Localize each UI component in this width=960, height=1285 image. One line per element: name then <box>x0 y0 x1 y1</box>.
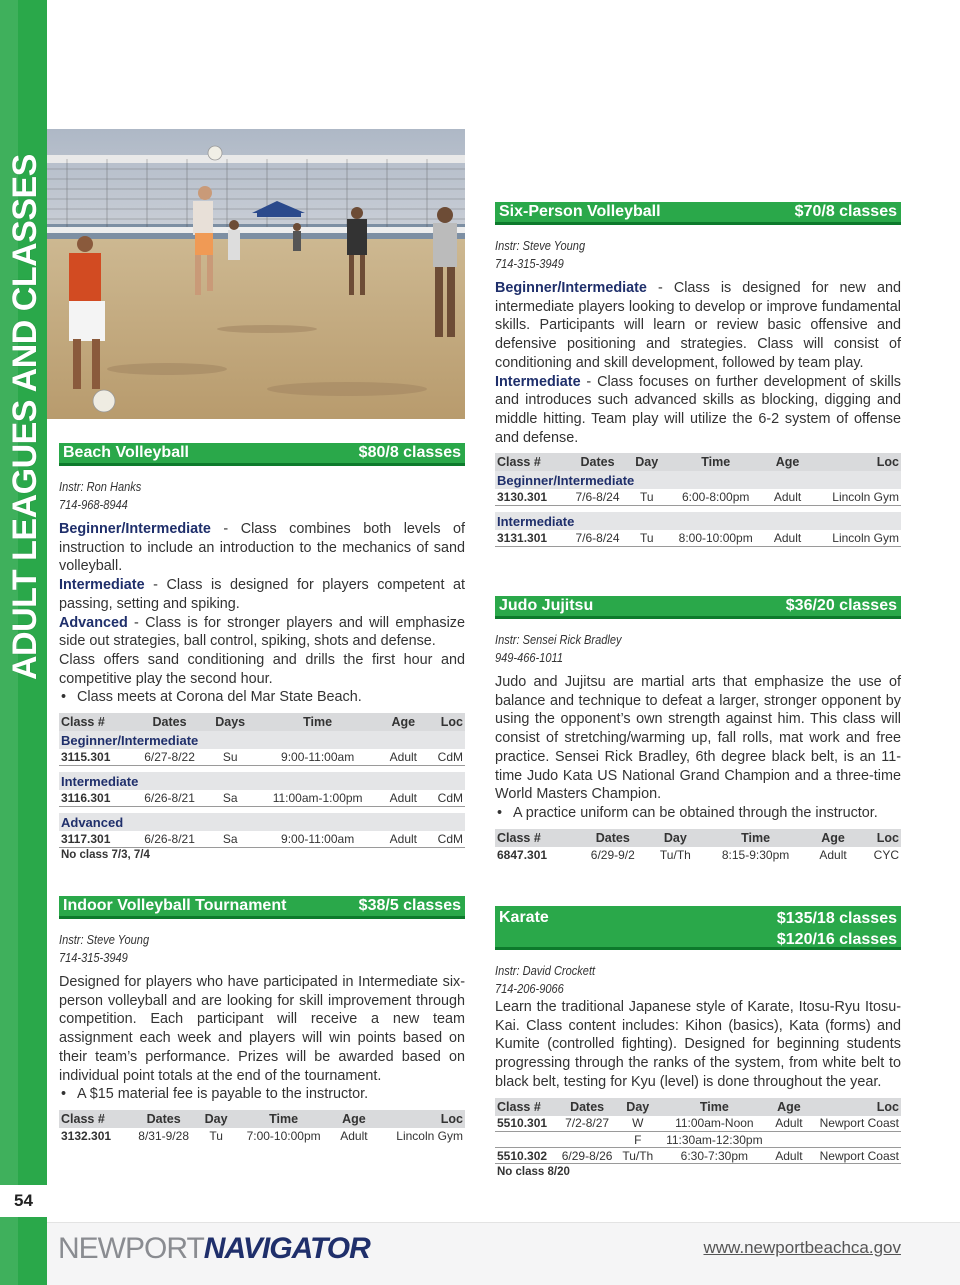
description-text: Class offers sand conditioning and drills the first hour and competitive play the second hour. <box>59 651 465 687</box>
cell <box>771 1132 806 1148</box>
judo-jujitsu-header <box>495 596 901 619</box>
cell: Newport Coast <box>807 1116 901 1132</box>
note-text: No class 7/3, 7/4 <box>61 849 150 862</box>
beach-volleyball-title: Beach Volleyball <box>63 444 189 461</box>
table-header <box>495 829 901 847</box>
col-dates: Dates <box>577 829 649 847</box>
cell: 6/27-8/22 <box>132 749 207 765</box>
col-time: Time <box>233 1110 333 1128</box>
section-title: ADULT LEAGUES AND CLASSES <box>6 154 44 680</box>
col-class: Class # <box>59 713 132 731</box>
beach-volleyball-header <box>59 443 465 466</box>
col-age: Age <box>771 1098 806 1116</box>
cell: Adult <box>819 847 847 862</box>
indoor-volleyball-section <box>59 896 465 1144</box>
judo-jujitsu-section <box>495 596 901 863</box>
instructor-name: Instr: David Crockett <box>495 963 596 978</box>
cell: CdM <box>425 790 465 806</box>
cell: 3131.301 <box>495 530 566 546</box>
level-label: Beginner/Intermediate <box>495 280 647 296</box>
cell: Lincoln Gym <box>808 530 901 546</box>
instructor-info <box>495 962 840 998</box>
table-note <box>495 1164 901 1180</box>
karate-price-16: $120/16 classes <box>776 931 897 948</box>
cell: CdM <box>425 831 465 847</box>
description <box>59 520 465 688</box>
level-label: Intermediate <box>495 373 581 390</box>
col-time: Time <box>702 829 810 847</box>
cell: 7/6-8/24 <box>566 489 629 505</box>
description: Learn the traditional Japanese style of Karate, Itosu-Ryu Itosu-Kai. Class content includes: Kihon (basics), Kata (forms) and Kumite (controlled fighting). Designed for beginning students progressing through the ranks of the system, from white belt to black belt, testing for Kyu (level) is done throughout the year. <box>495 999 901 1090</box>
cell: Tu <box>629 489 664 505</box>
judo-jujitsu-price: $36/20 classes <box>785 597 897 614</box>
table-row <box>495 530 901 546</box>
indoor-volleyball-header <box>59 896 465 919</box>
note-text: No class 8/20 <box>497 1165 570 1178</box>
schedule-table <box>495 453 901 547</box>
website-link[interactable]: www.newportbeachca.gov <box>703 1238 901 1257</box>
table-header <box>59 713 465 731</box>
cell: CdM <box>425 749 465 765</box>
cell: 6/29-9/2 <box>590 847 635 862</box>
instructor-info <box>59 931 404 967</box>
cell: 3132.301 <box>61 1128 112 1143</box>
group-label <box>59 772 465 790</box>
judo-jujitsu-title: Judo Jujitsu <box>499 597 594 614</box>
group-label <box>59 813 465 831</box>
cell: Adult <box>767 489 808 505</box>
cell: 6847.301 <box>497 847 548 862</box>
col-age: Age <box>767 453 808 471</box>
table-row <box>59 831 465 847</box>
group-label-text: Beginner/Intermediate <box>495 471 901 489</box>
col-day: Day <box>618 1098 657 1116</box>
schedule-table <box>495 829 901 863</box>
cell: CYC <box>873 847 899 862</box>
col-dates: Dates <box>566 453 629 471</box>
col-dates: Dates <box>132 713 207 731</box>
cell: Tu/Th <box>618 1148 657 1164</box>
cell <box>807 1132 901 1148</box>
instructor-info <box>495 237 840 273</box>
group-label-text: Beginner/Intermediate <box>59 731 465 749</box>
cell: Lincoln Gym <box>808 489 901 505</box>
table-header <box>59 1110 465 1128</box>
cell: 6:30-7:30pm <box>658 1148 772 1164</box>
cell: Tu/Th <box>659 847 691 862</box>
schedule-table <box>59 1110 465 1144</box>
indoor-volleyball-title: Indoor Volleyball Tournament <box>63 897 287 914</box>
col-day: Day <box>649 829 702 847</box>
col-days: Days <box>207 713 253 731</box>
col-day: Day <box>199 1110 234 1128</box>
description <box>495 279 901 447</box>
col-loc: Loc <box>807 1098 901 1116</box>
cell: 8/31-9/28 <box>138 1128 189 1143</box>
cell: 8:00-10:00pm <box>664 530 767 546</box>
group-label-text: Advanced <box>59 813 465 831</box>
col-loc: Loc <box>857 829 901 847</box>
cell: 6:00-8:00pm <box>664 489 767 505</box>
cell: 11:00am-1:00pm <box>253 790 381 806</box>
cell <box>495 1132 556 1148</box>
col-dates: Dates <box>128 1110 198 1128</box>
level-text: - Class is designed for players competent at passing, setting and spiking. <box>59 577 465 612</box>
instructor-name: Instr: Sensei Rick Bradley <box>495 632 622 647</box>
level-label: Intermediate <box>59 577 145 594</box>
level-text: - Class is for stronger players and will emphasize side out strategies, ball control, spiking, shots and defense. <box>59 614 465 650</box>
table-header <box>495 453 901 471</box>
photo-illustration <box>47 129 465 419</box>
cell: 9:00-11:00am <box>253 831 381 847</box>
table-row <box>59 790 465 806</box>
cell: 6/29-8/26 <box>556 1148 618 1164</box>
group-label-text: Intermediate <box>495 512 901 530</box>
cell: Adult <box>771 1148 806 1164</box>
page-number: 54 <box>0 1185 47 1217</box>
cell: 8:15-9:30pm <box>721 847 790 862</box>
cell: 3116.301 <box>59 790 132 806</box>
level-label: Beginner/Intermediate <box>59 521 211 537</box>
col-day: Day <box>629 453 664 471</box>
level-text: - Class combines both levels of instruction to include an introduction to the mechanics of sand volleyball. <box>59 521 465 575</box>
cell: 3130.301 <box>495 489 566 505</box>
cell: Adult <box>340 1128 368 1143</box>
cell: 11:30am-12:30pm <box>658 1132 772 1148</box>
instructor-info <box>495 631 840 667</box>
instructor-phone: 949-466-1011 <box>495 650 563 665</box>
group-label <box>59 731 465 749</box>
col-age: Age <box>334 1110 374 1128</box>
col-time: Time <box>253 713 381 731</box>
newport-navigator-logo <box>58 1232 370 1266</box>
table-row <box>495 847 901 863</box>
table-row <box>59 749 465 765</box>
brand-navigator: NAVIGATOR <box>203 1232 370 1265</box>
sidebar <box>0 0 47 1285</box>
brand-newport: NEWPORT <box>58 1232 204 1265</box>
bullet-note: • Class meets at Corona del Mar State Beach. <box>59 688 465 707</box>
col-class: Class # <box>59 1110 128 1128</box>
level-text: - Class is designed for new and intermediate players looking to develop or improve fundamental skills. Participants will learn or review basic offensive and defensive positioning and strategies. Class will consist of conditioning and skill development, followed by team play. <box>495 280 901 371</box>
table-row <box>495 489 901 505</box>
cell: 7/2-8/27 <box>556 1116 618 1132</box>
karate-header <box>495 906 901 950</box>
instructor-phone: 714-206-9066 <box>495 981 564 996</box>
cell: 6/26-8/21 <box>132 831 207 847</box>
col-class: Class # <box>495 453 566 471</box>
description: Designed for players who have participated in Intermediate six-person volleyball and are looking for skill improvement through competition. Each participant will receive a new team assignment each week and players will win points based on their team’s performance. Prizes will be awarded based on individual point totals at the end of the tournament. <box>59 974 465 1084</box>
cell: 7/6-8/24 <box>566 530 629 546</box>
col-loc: Loc <box>808 453 901 471</box>
group-label <box>495 512 901 530</box>
col-age: Age <box>809 829 856 847</box>
col-class: Class # <box>495 829 577 847</box>
cell: 3117.301 <box>59 831 132 847</box>
karate-price-18: $135/18 classes <box>776 910 897 927</box>
cell: 6/26-8/21 <box>132 790 207 806</box>
col-class: Class # <box>495 1098 556 1116</box>
karate-section <box>495 906 901 1180</box>
instructor-phone: 714-968-8944 <box>59 497 128 512</box>
group-label <box>495 471 901 489</box>
cell: Lincoln Gym <box>396 1128 463 1143</box>
instructor-phone: 714-315-3949 <box>495 256 564 271</box>
cell: Su <box>207 749 253 765</box>
cell: 3115.301 <box>59 749 132 765</box>
table-row <box>495 1116 901 1132</box>
six-person-volleyball-header <box>495 202 901 225</box>
table-note <box>59 847 465 863</box>
cell: Tu <box>209 1128 223 1143</box>
schedule-table <box>59 713 465 863</box>
cell: 11:00am-Noon <box>658 1116 772 1132</box>
karate-prices <box>777 908 897 950</box>
bullet-note: • A $15 material fee is payable to the instructor. <box>59 1085 465 1104</box>
table-row <box>495 1148 901 1164</box>
schedule-table <box>495 1098 901 1180</box>
col-time: Time <box>664 453 767 471</box>
cell: F <box>618 1132 657 1148</box>
beach-volleyball-price: $80/8 classes <box>358 444 461 461</box>
beach-volleyball-section <box>59 443 465 863</box>
cell: 7:00-10:00pm <box>246 1128 321 1143</box>
six-person-volleyball-section <box>495 202 901 547</box>
cell: 5510.302 <box>495 1148 556 1164</box>
karate-title: Karate <box>499 909 549 926</box>
group-label-text: Intermediate <box>59 772 465 790</box>
instructor-name: Instr: Ron Hanks <box>59 479 142 494</box>
cell: Adult <box>767 530 808 546</box>
beach-volleyball-photo <box>47 129 465 419</box>
level-text: - Class focuses on further development of skills and introduces such advanced skills as blocking, digging and middle hitting. Team play will utilize the 6-2 system of offense and defense. <box>495 373 901 446</box>
instructor-phone: 714-315-3949 <box>59 950 128 965</box>
table-row <box>59 1128 465 1144</box>
cell: Sa <box>207 790 253 806</box>
cell: Sa <box>207 831 253 847</box>
six-person-volleyball-title: Six-Person Volleyball <box>499 203 661 220</box>
instructor-name: Instr: Steve Young <box>59 932 150 947</box>
cell: W <box>618 1116 657 1132</box>
col-loc: Loc <box>425 713 465 731</box>
col-age: Age <box>382 713 425 731</box>
instructor-info <box>59 478 404 514</box>
six-person-volleyball-price: $70/8 classes <box>794 203 897 220</box>
col-loc: Loc <box>374 1110 465 1128</box>
cell: Adult <box>382 831 425 847</box>
cell: Adult <box>382 749 425 765</box>
col-time: Time <box>658 1098 772 1116</box>
instructor-name: Instr: Steve Young <box>495 238 586 253</box>
indoor-volleyball-price: $38/5 classes <box>358 897 461 914</box>
cell: Adult <box>382 790 425 806</box>
col-dates: Dates <box>556 1098 618 1116</box>
cell: Tu <box>629 530 664 546</box>
cell: Adult <box>771 1116 806 1132</box>
table-row <box>495 1132 901 1148</box>
level-label: Advanced <box>59 614 128 631</box>
table-header <box>495 1098 901 1116</box>
cell: 5510.301 <box>495 1116 556 1132</box>
bullet-note: • A practice uniform can be obtained through the instructor. <box>495 804 901 823</box>
cell <box>556 1132 618 1148</box>
cell: 9:00-11:00am <box>253 749 381 765</box>
cell: Newport Coast <box>807 1148 901 1164</box>
description: Judo and Jujitsu are martial arts that emphasize the use of balance and technique to defeat a larger, stronger opponent by using the opponent’s own strength against him. This class will consist of stretching/warming up, fall rolls, mat work and free practice. Sensei Rick Bradley, 6th degree black belt, is an 11-time Judo Kata US National Grand Champion and a three-time World Masters Champion. <box>495 674 901 803</box>
